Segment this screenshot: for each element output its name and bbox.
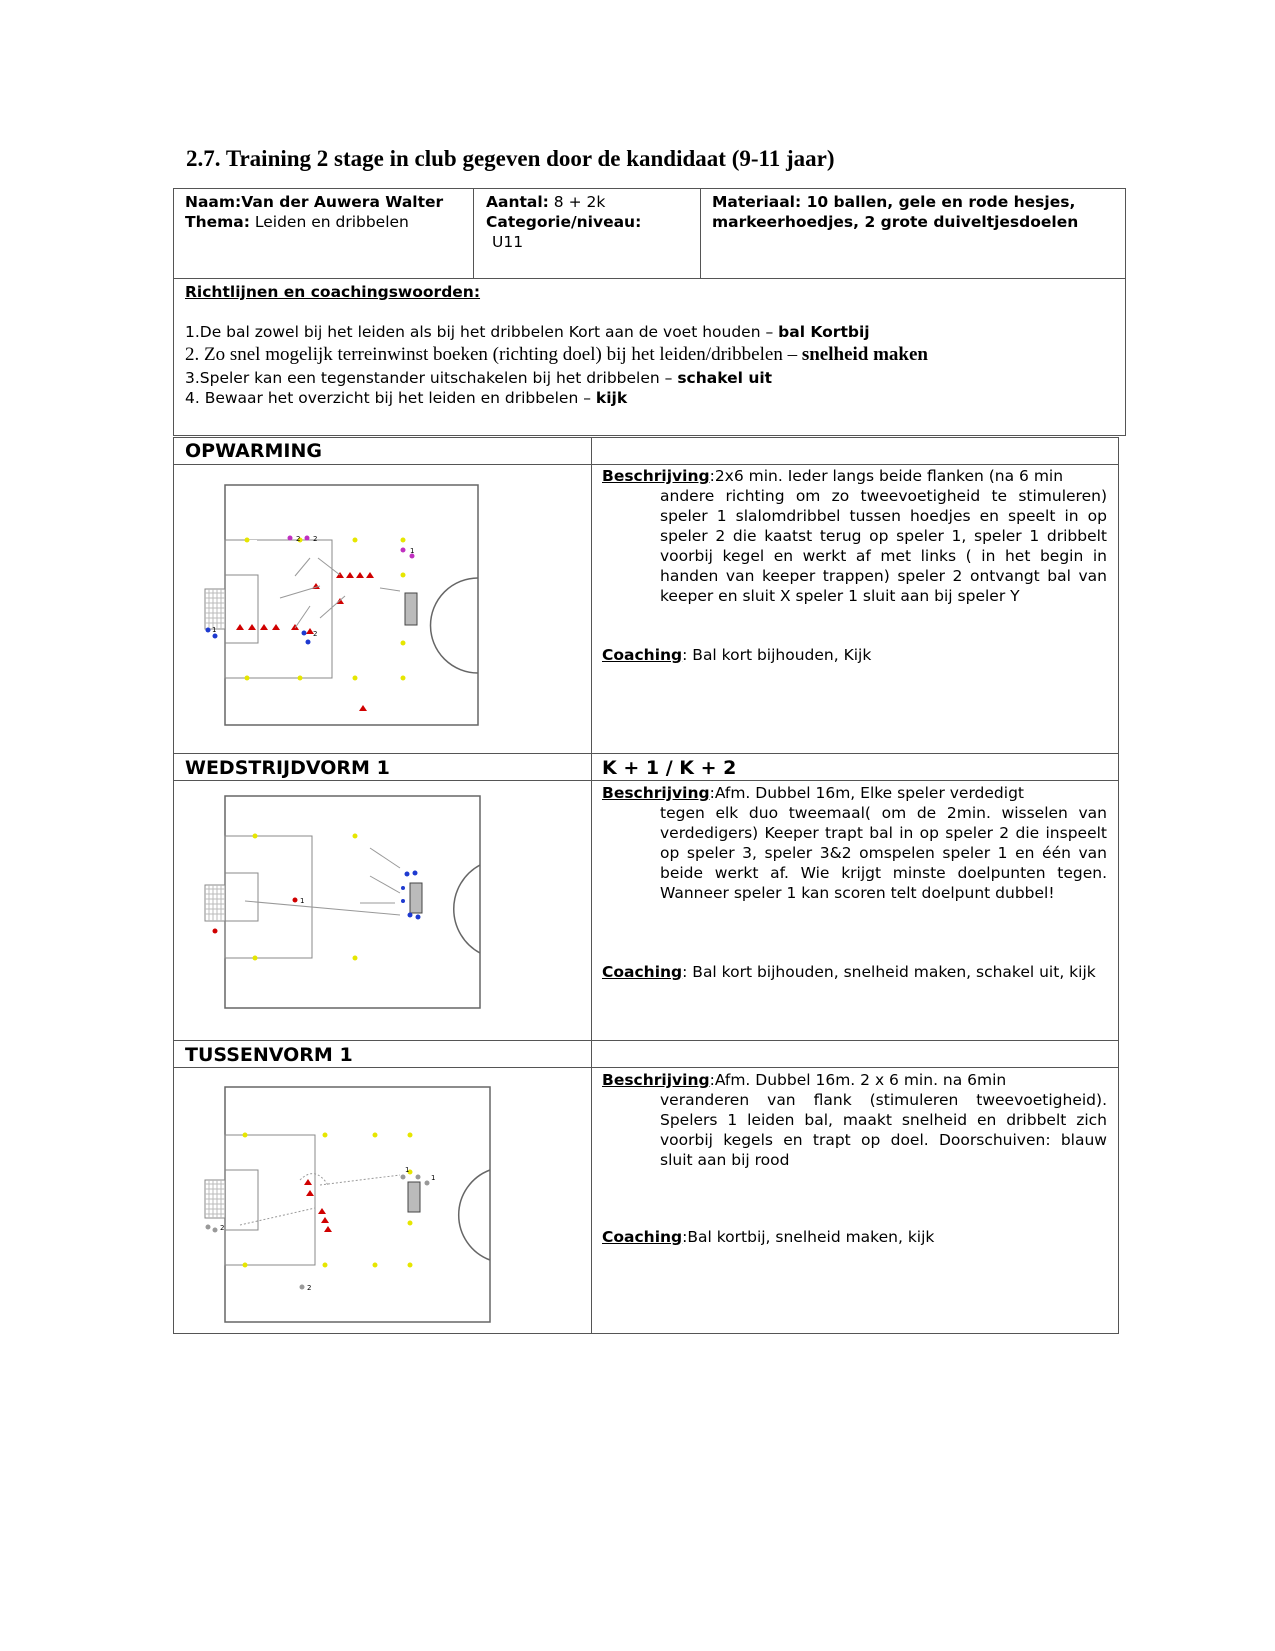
materiaal-text: Materiaal: 10 ballen, gele en rode hesjes, markeerhoedjes, 2 grote duiveltjesdoelen	[712, 193, 1079, 231]
section-right-title: K + 1 / K + 2	[602, 757, 737, 779]
section-title-tussenvorm: TUSSENVORM 1	[185, 1044, 353, 1066]
svg-text:1: 1	[431, 1174, 436, 1182]
svg-text:2: 2	[220, 1224, 225, 1232]
section-description: Beschrijving:2x6 min. Ieder langs beide flanken (na 6 min andere richting om zo tweevoetigheid te stimuleren) speler 1 slalomdribbel tussen hoedjes en speelt in op speler 2 die kaatst terug op speler 1, speler 1 dribbelt voorbij kegel en werkt af met links ( in het begin in handen van keeper trappen) speler 2 ontvangt bal van keeper en sluit X speler 1 sluit aan bij speler Y	[602, 467, 1107, 605]
guidelines-box	[173, 278, 1126, 436]
guideline-3: 3.Speler kan een tegenstander uitschakelen bij het dribbelen – schakel uit	[185, 369, 773, 387]
svg-text:1: 1	[405, 1166, 410, 1174]
info-materiaal-cell	[700, 188, 1126, 279]
svg-text:1: 1	[300, 897, 305, 905]
info-aantal-cell	[473, 188, 701, 279]
page-title: 2.7. Training 2 stage in club gegeven door de kandidaat (9-11 jaar)	[186, 146, 835, 171]
section-coaching: Coaching:Bal kortbij, snelheid maken, kijk	[602, 1228, 935, 1246]
naam-value: Van der Auwera Walter	[241, 193, 444, 211]
thema-label: Thema:	[185, 213, 250, 231]
info-naam-cell	[173, 188, 474, 279]
svg-text:2: 2	[307, 1284, 312, 1292]
svg-text:2: 2	[313, 535, 318, 543]
svg-text:1: 1	[410, 547, 415, 555]
svg-text:1: 1	[212, 626, 217, 634]
section-title-opwarming: OPWARMING	[185, 440, 322, 462]
guidelines-title: Richtlijnen en coachingswoorden:	[185, 283, 481, 301]
aantal-value: 8 + 2k	[548, 193, 606, 211]
guideline-4: 4. Bewaar het overzicht bij het leiden en dribbelen – kijk	[185, 389, 628, 407]
section-description: Beschrijving:Afm. Dubbel 16m, Elke speler verdedigt tegen elk duo tweemaal( om de 2min. wisselen van verdedigers) Keeper trapt bal in op speler 2 die inspeelt op speler 3, speler 3&2 omspelen speler 1 en één van beide werkt af. Wie krijgt minste doelpunten tegen. Wanneer speler 1 kan scoren telt doelpunt dubbel!	[602, 784, 1107, 902]
opwarming-diagram	[200, 478, 490, 740]
section-coaching: Coaching: Bal kort bijhouden, snelheid maken, schakel uit, kijk	[602, 963, 1096, 981]
guideline-2: 2. Zo snel mogelijk terreinwinst boeken (richting doel) bij het leiden/dribbelen – snelheid maken	[185, 344, 928, 365]
svg-text:2: 2	[313, 630, 318, 638]
categorie-label: Categorie/niveau:	[486, 213, 642, 231]
section-title-wedstrijdvorm: WEDSTRIJDVORM 1	[185, 757, 390, 779]
section-coaching: Coaching: Bal kort bijhouden, Kijk	[602, 646, 872, 664]
wedstrijdvorm-diagram	[200, 793, 490, 1013]
guideline-1: 1.De bal zowel bij het leiden als bij het dribbelen Kort aan de voet houden – bal Kortbij	[185, 323, 870, 341]
aantal-label: Aantal:	[486, 193, 549, 211]
categorie-value: U11	[492, 233, 524, 251]
section-description: Beschrijving:Afm. Dubbel 16m. 2 x 6 min. na 6min veranderen van flank (stimuleren tweevoetigheid). Spelers 1 leiden bal, maakt snelheid en dribbelt zich voorbij kegels en trapt op doel. Doorschuiven: blauw sluit aan bij rood	[602, 1071, 1107, 1169]
tussenvorm-diagram	[200, 1080, 495, 1325]
svg-text:2: 2	[296, 535, 301, 543]
naam-label: Naam:	[185, 193, 242, 211]
thema-value: Leiden en dribbelen	[249, 213, 409, 231]
